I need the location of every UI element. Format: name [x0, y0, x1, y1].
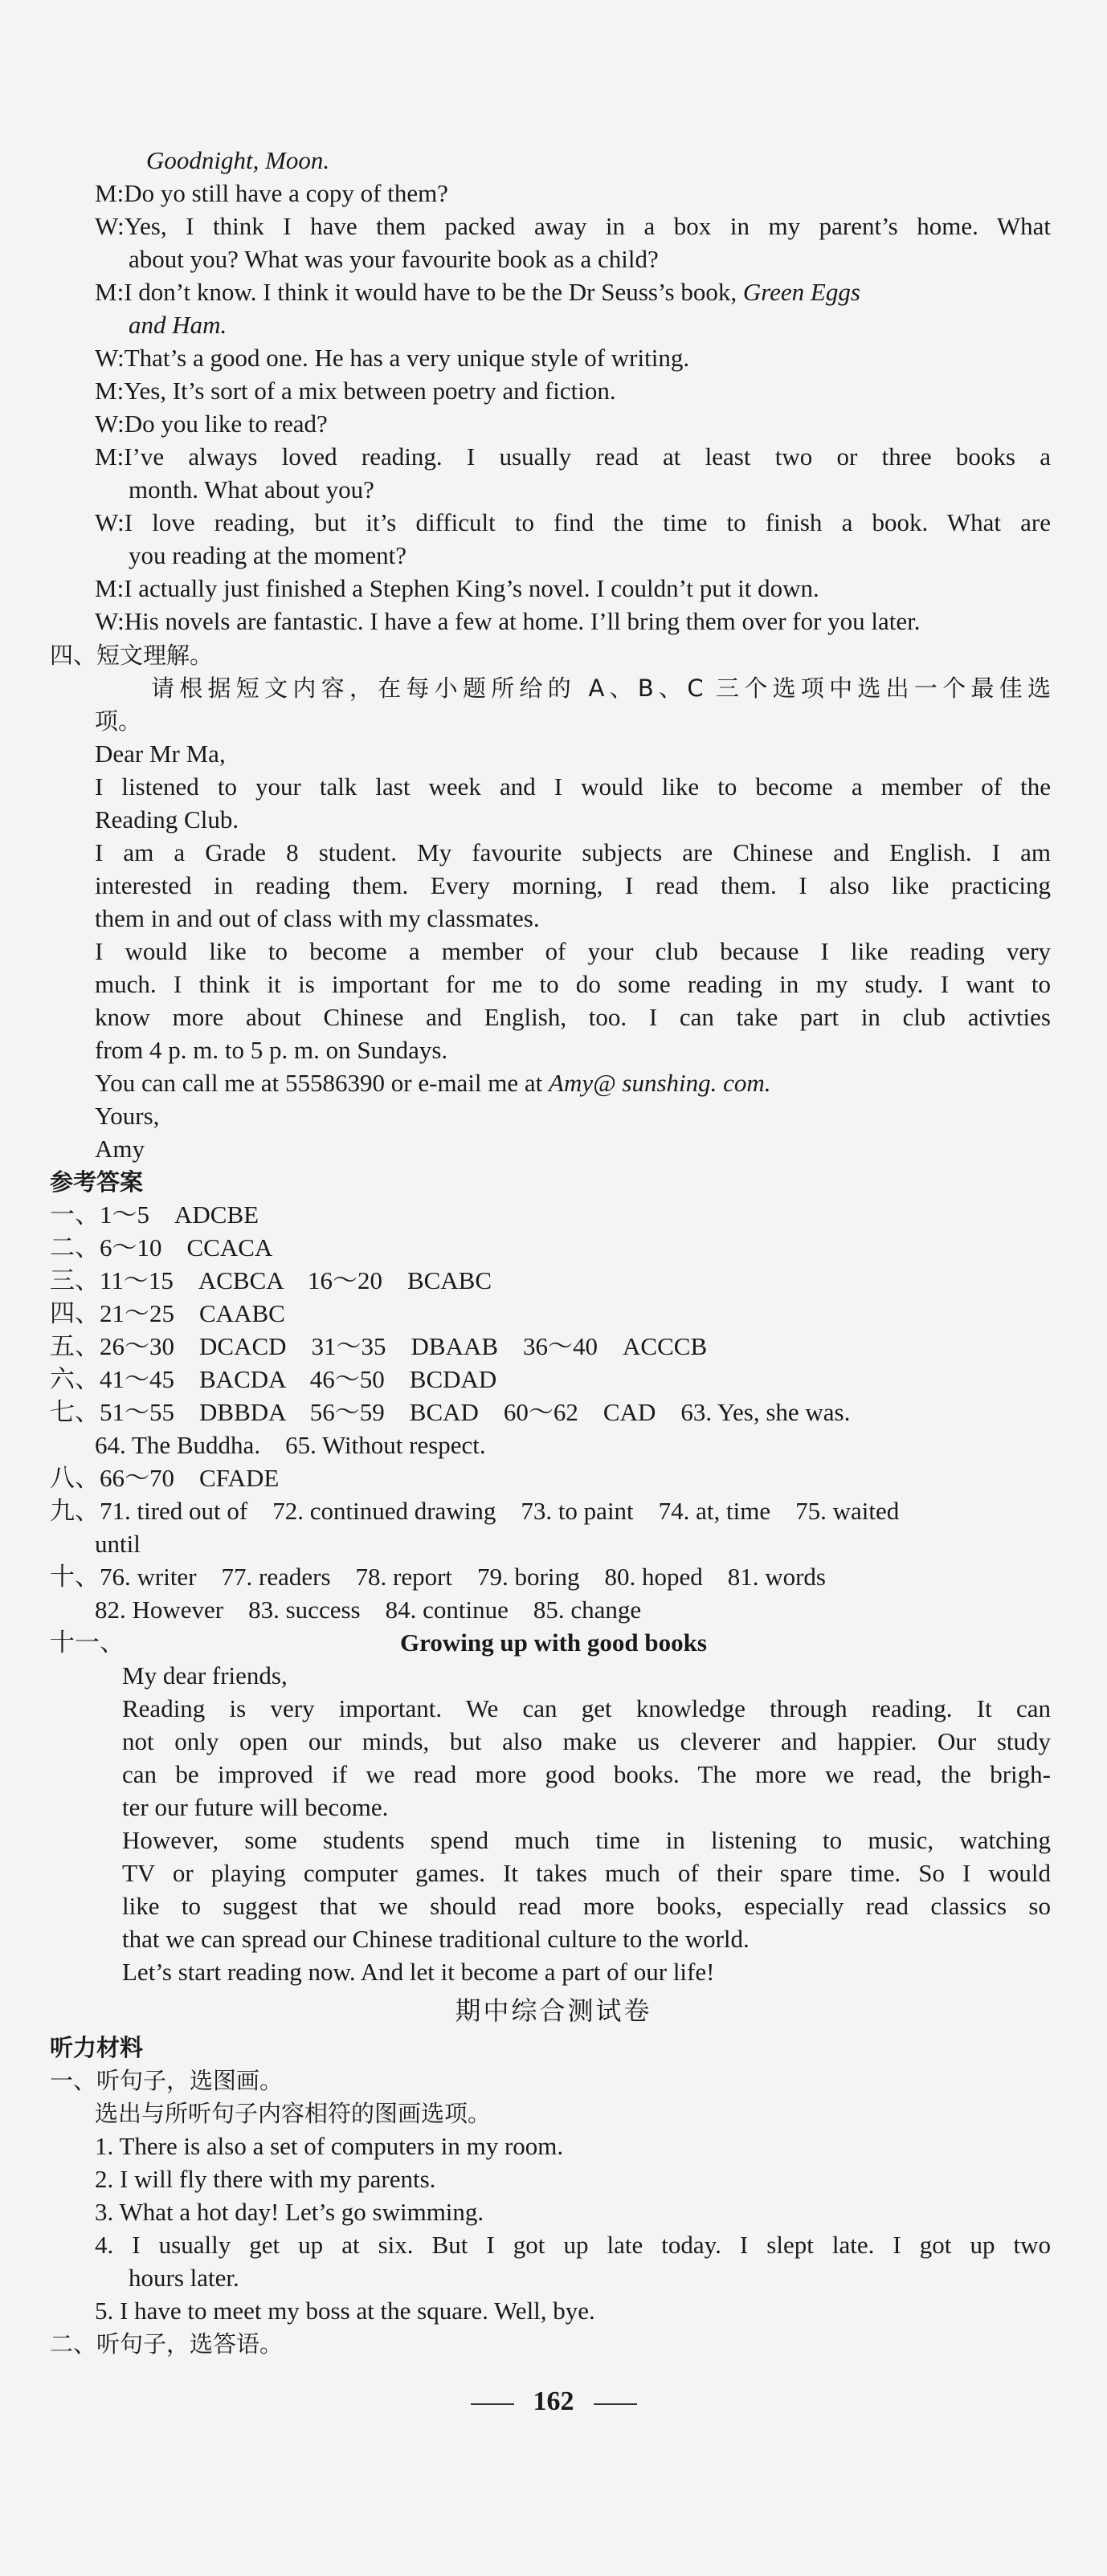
essay-line: Reading is very important. We can get knowledge through reading. It can [122, 1694, 1051, 1722]
answer-row: 64. The Buddha. 65. Without respect. [95, 1431, 486, 1459]
essay-line: However, some students spend much time in listening to music, watching [122, 1826, 1051, 1854]
dialogue-line: month. What about you? [129, 475, 374, 503]
listening-sentence: 3. What a hot day! Let’s go swimming. [95, 2198, 484, 2226]
page-number: 162 [533, 2386, 574, 2416]
essay-line: Let’s start reading now. And let it become a part of our life! [122, 1958, 715, 1986]
essay-line: TV or playing computer games. It takes much of their spare time. So I would [122, 1859, 1051, 1887]
footer-dash-left [471, 2403, 514, 2405]
listening-sentence: hours later. [129, 2264, 239, 2292]
dialogue-line: M:Yes, It’s sort of a mix between poetry and fiction. [95, 377, 616, 405]
answer-row: 五、26～30 DCACD 31～35 DBAAB 36～40 ACCCB [50, 1332, 708, 1360]
letter-line: much. I think it is important for me to do some reading in my study. I want to [95, 970, 1051, 998]
part-instruction: 选出与所听句子内容相符的图画选项。 [95, 2100, 492, 2127]
section-heading: 四、短文理解。 [50, 642, 214, 669]
page-footer [0, 2382, 1107, 2422]
email-address: Amy@ sunshing. com. [549, 1069, 771, 1097]
letter-line: know more about Chinese and English, too. I can take part in club activties [95, 1003, 1051, 1031]
letter-line: I listened to your talk last week and I would like to become a member of the [95, 772, 1051, 801]
dialogue-line: W:I love reading, but it’s difficult to find the time to finish a book. What are [95, 508, 1051, 536]
answer-row: 82. However 83. success 84. continue 85. change [95, 1596, 642, 1624]
letter-line: I would like to become a member of your club because I like reading very [95, 937, 1051, 965]
essay-line: like to suggest that we should read more books, especially read classics so [122, 1892, 1051, 1920]
instruction-line: 项。 [95, 707, 142, 735]
listening-sentence: 4. I usually get up at six. But I got up late today. I slept late. I got up two [95, 2231, 1051, 2259]
book-title-line: Goodnight, Moon. [146, 146, 330, 174]
dialogue-line: M:I actually just finished a Stephen King’s novel. I couldn’t put it down. [95, 574, 819, 602]
part-heading: 一、听句子，选图画。 [50, 2067, 284, 2094]
essay-line: that we can spread our Chinese traditional culture to the world. [122, 1925, 750, 1953]
essay-line: ter our future will become. [122, 1793, 389, 1821]
answers-heading: 参考答案 [50, 1168, 144, 1196]
dialogue-line: W:Do you like to read? [95, 410, 328, 438]
contact-line: You can call me at 55586390 or e-mail me at Amy@ sunshing. com. [95, 1069, 771, 1097]
letter-line: from 4 p. m. to 5 p. m. on Sundays. [95, 1036, 448, 1064]
answer-row: 六、41～45 BACDA 46～50 BCDAD [50, 1365, 497, 1393]
part-heading: 二、听句子，选答语。 [50, 2330, 284, 2358]
letter-signature: Amy [95, 1135, 145, 1163]
dialogue-line: M:Do yo still have a copy of them? [95, 179, 448, 207]
essay-line: can be improved if we read more good books. The more we read, the brigh- [122, 1760, 1051, 1788]
dialogue-line: M:I’ve always loved reading. I usually read at least two or three books a [95, 442, 1051, 471]
dialogue-line: W:That’s a good one. He has a very unique style of writing. [95, 344, 690, 372]
dialogue-line: W:Yes, I think I have them packed away in a box in my parent’s home. What [95, 212, 1051, 240]
listening-sentence: 5. I have to meet my boss at the square. Well, bye. [95, 2297, 595, 2325]
letter-line: I am a Grade 8 student. My favourite subjects are Chinese and English. I am [95, 838, 1051, 866]
answer-row: 四、21～25 CAABC [50, 1299, 285, 1327]
letter-line: them in and out of class with my classmates. [95, 904, 540, 932]
answer-row: 八、66～70 CFADE [50, 1464, 280, 1492]
letter-closing: Yours, [95, 1102, 160, 1130]
midterm-title: 期中综合测试卷 [455, 1995, 652, 2026]
answer-row-label: 十一、 [50, 1628, 125, 1657]
answer-row: 七、51～55 DBBDA 56～59 BCAD 60～62 CAD 63. Yes, she was. [50, 1398, 851, 1426]
footer-dash-right [594, 2403, 637, 2405]
letter-line: Reading Club. [95, 805, 239, 834]
listening-sentence: 1. There is also a set of computers in my room. [95, 2132, 564, 2160]
dialogue-line: about you? What was your favourite book as a child? [129, 245, 659, 273]
answer-row: 十、76. writer 77. readers 78. report 79. boring 80. hoped 81. words [50, 1563, 826, 1591]
essay-line: My dear friends, [122, 1661, 288, 1689]
letter-line: Dear Mr Ma, [95, 740, 226, 768]
essay-title: Growing up with good books [400, 1628, 707, 1657]
dialogue-line: you reading at the moment? [129, 541, 407, 569]
letter-line: interested in reading them. Every morning, I read them. I also like practicing [95, 871, 1051, 899]
answer-row: until [95, 1530, 141, 1558]
listening-sentence: 2. I will fly there with my parents. [95, 2165, 436, 2193]
answer-row: 二、6～10 CCACA [50, 1233, 273, 1262]
answer-row: 九、71. tired out of 72. continued drawing 73. to paint 74. at, time 75. waited [50, 1497, 900, 1525]
dialogue-line: M:I don’t know. I think it would have to be the Dr Seuss’s book, Green Eggs [95, 278, 860, 306]
dialogue-line: and Ham. [129, 311, 227, 339]
answer-row: 三、11～15 ACBCA 16～20 BCABC [50, 1266, 492, 1294]
instruction-line: 请根据短文内容，在每小题所给的 A、B、C 三个选项中选出一个最佳选 [151, 675, 1051, 702]
listening-heading: 听力材料 [50, 2034, 144, 2061]
essay-line: not only open our minds, but also make us cleverer and happier. Our study [122, 1727, 1051, 1755]
answer-row: 一、1～5 ADCBE [50, 1200, 259, 1229]
dialogue-line: W:His novels are fantastic. I have a few at home. I’ll bring them over for you later. [95, 607, 921, 635]
